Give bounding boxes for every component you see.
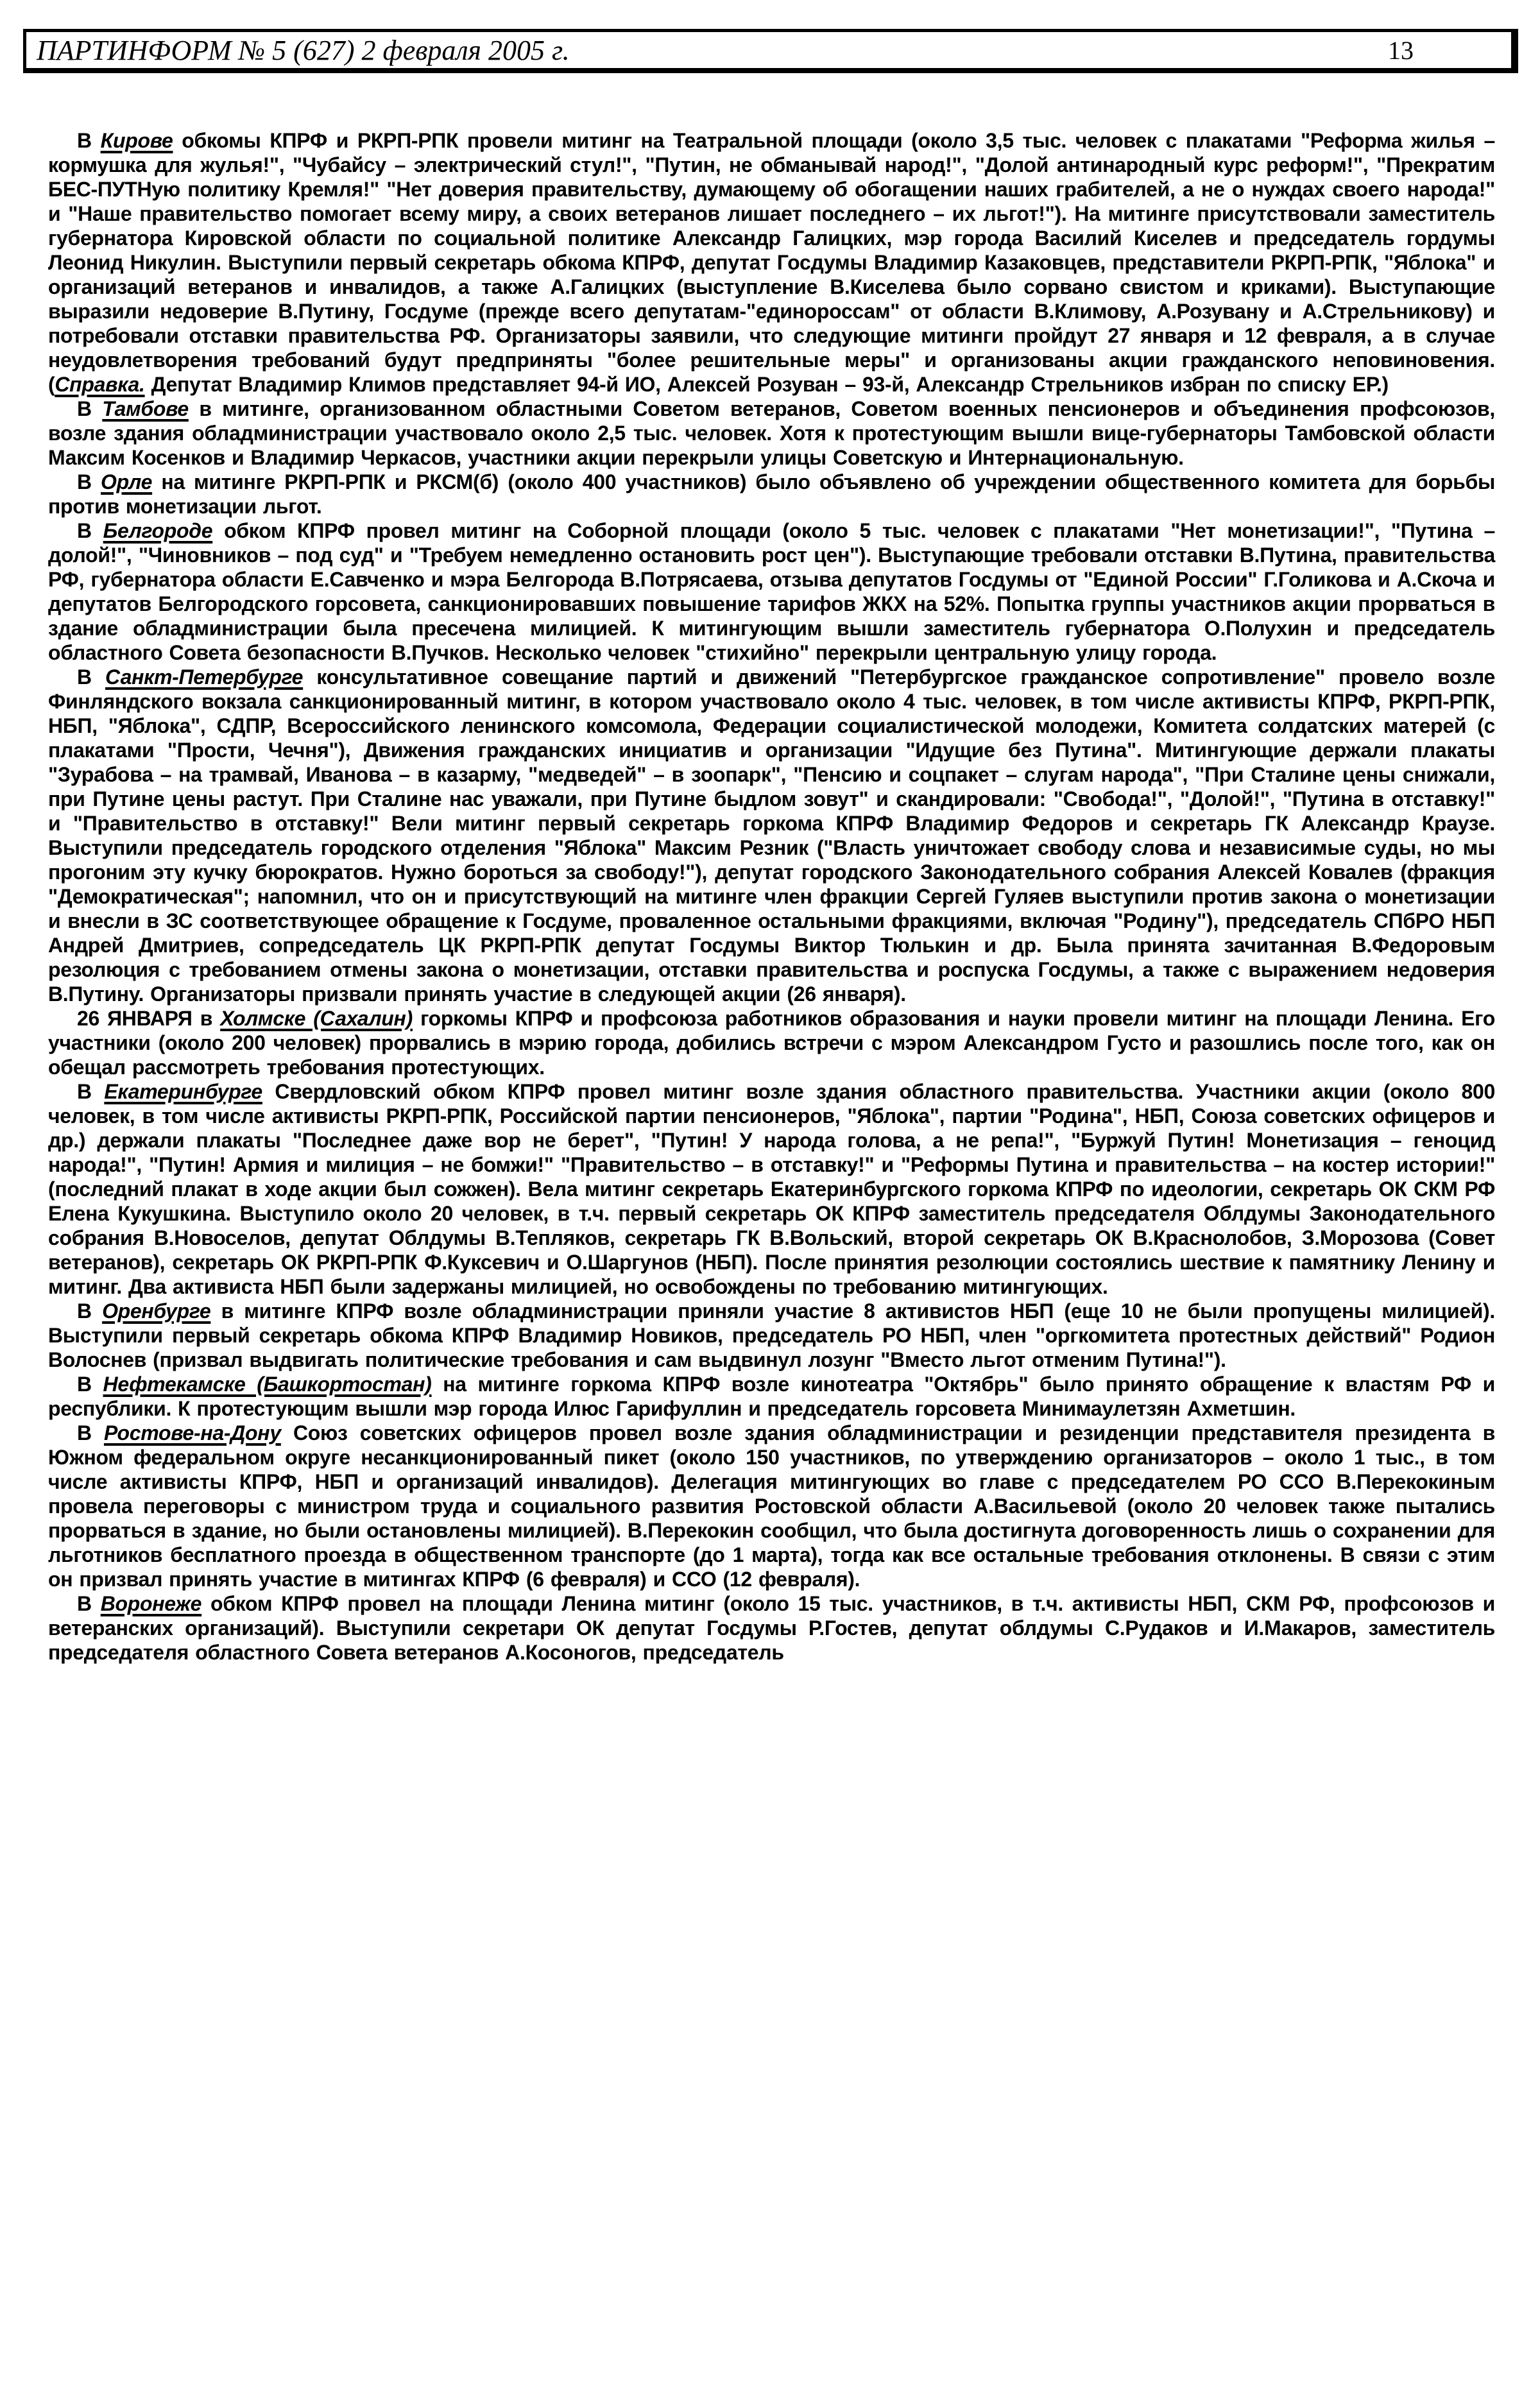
city-name: Ростове-на-Дону xyxy=(103,1421,281,1444)
city-name: Тамбове xyxy=(102,397,189,420)
paragraph xyxy=(48,1299,1495,1372)
spravka-label: Справка. xyxy=(55,373,145,396)
paragraph-text: обкомы КПРФ и РКРП-РПК провели митинг на Театральной площади (около 3,5 тыс. человек с плакатами "Реформа жилья – кормушка для жулья!", "Чубайсу – электрический стул!", "Путин, не обманывай народ!", "Долой антинародный курс реформ!", "Прекратим БЕС-ПУТНую политику Кремля!" "Нет доверия правительству, думающему об обогащении наших грабителей, а не о нуждах своего народа!" и "Наше правительство помогает всему миру, а своих ветеранов лишает последнего – их льгот!"). На митинге присутствовали заместитель губернатора Кировской области по социальной политике Александр Галицких, мэр города Василий Киселев и председатель гордумы Леонид Никулин. Выступили первый секретарь обкома КПРФ, депутат Госдумы Владимир Казаковцев, представители РКРП-РПК, "Яблока" и организаций ветеранов и инвалидов, а также А.Галицких (выступление В.Киселева было сорвано свистом и криками). Выступающие выразили недоверие В.Путину, Госдуме (прежде всего депутатам-"единороссам" от области В.Климову, А.Розувану и А.Стрельникову) и потребовали отставки правительства РФ. Организаторы заявили, что следующие митинги пройдут 27 января и 12 февраля, а в случае неудовлетворения требований будут предприняты "более решительные меры" и организованы акции гражданского неповиновения. ( xyxy=(48,129,1495,396)
paragraph-lead: В xyxy=(77,129,92,152)
header-bar xyxy=(23,29,1518,73)
paragraph xyxy=(48,1591,1495,1665)
city-name: Кирове xyxy=(100,129,173,152)
paragraph-lead: В xyxy=(77,665,92,689)
paragraph-lead: В xyxy=(77,1299,92,1323)
paragraph xyxy=(48,397,1495,470)
city-name: Санкт-Петербурге xyxy=(105,665,304,689)
paragraph xyxy=(48,470,1495,518)
newsletter-title: ПАРТИНФОРМ № 5 (627) 2 февраля 2005 г. xyxy=(37,34,570,66)
paragraph-text: в митинге КПРФ возле обладминистрации приняли участие 8 активистов НБП (еще 10 не были пропущены милицией). Выступили первый секретарь обкома КПРФ Владимир Новиков, председатель РО НБП, член "оргкомитета протестных действий" Родион Волоснев (призвал выдвигать политические требования и сам выдвинул лозунг "Вместо льгот отменим Путина!"). xyxy=(48,1299,1496,1371)
paragraph-text: Свердловский обком КПРФ провел митинг возле здания областного правительства. Участники акции (около 800 человек, в том числе активисты РКРП-РПК, Российской партии пенсионеров, "Яблока", партии "Родина", НБП, Союза советских офицеров и др.) держали плакаты "Последнее даже вор не берет", "Путин! У народа голова, а не репа!", "Буржуй Путин! Монетизация – геноцид народа!", "Путин! Армия и милиция – не бомжи!" "Правительство – в отставку!" и "Реформы Путина и правительства – на костер истории!" (последний плакат в ходе акции был сожжен). Вела митинг секретарь Екатеринбургского горкома КПРФ по идеологии, секретарь ОК СКМ РФ Елена Кукушкина. Выступило около 20 человек, в т.ч. первый секретарь ОК КПРФ заместитель председателя Облдумы Законодательного собрания В.Новоселов, депутат Облдумы В.Тепляков, секретарь ГК В.Вольский, второй секретарь ОК В.Краснолобов, З.Морозова (Совет ветеранов), секретарь ОК РКРП-РПК Ф.Куксевич и О.Шаргунов (НБП). После принятия резолюции состоялись шествие к памятнику Ленину и митинг. Два активиста НБП были задержаны милицией, но освобождены по требованию митингующих. xyxy=(48,1080,1495,1298)
paragraph xyxy=(48,1006,1495,1079)
city-name: Орле xyxy=(101,470,153,493)
paragraph-text: Депутат Владимир Климов представляет 94-й ИО, Алексей Розуван – 93-й, Александр Стрельников избран по списку ЕР.) xyxy=(144,373,1389,396)
paragraph-text: на митинге горкома КПРФ возле кинотеатра "Октябрь" было принято обращение к властям РФ и республики. К протестующим вышли мэр города Илюс Гарифуллин и председатель горсовета Минимаулетзян Ахметшин. xyxy=(48,1373,1496,1420)
paragraph-lead: В xyxy=(77,397,92,420)
paragraph-lead: В xyxy=(77,1373,92,1396)
paragraph xyxy=(48,665,1495,1006)
paragraph-text: обком КПРФ провел на площади Ленина митинг (около 15 тыс. участников, в т.ч. активисты НБП, СКМ РФ, профсоюзов и ветеранских организаций). Выступили секретари ОК депутат Госдумы Р.Гостев, депутат облдумы С.Рудаков и И.Макаров, заместитель председателя областного Совета ветеранов А.Косоногов, председатель xyxy=(48,1592,1496,1664)
paragraph xyxy=(48,128,1495,397)
city-name: Холмске (Сахалин) xyxy=(220,1007,413,1030)
article-body xyxy=(48,128,1495,1665)
paragraph xyxy=(48,518,1495,665)
paragraph-lead: В xyxy=(77,519,92,542)
paragraph-text: обком КПРФ провел митинг на Соборной площади (около 5 тыс. человек с плакатами "Нет монетизации!", "Путина – долой!", "Чиновников – под суд" и "Требуем немедленно остановить рост цен"). Выступающие требовали отставки В.Путина, правительства РФ, губернатора области Е.Савченко и мэра Белгорода В.Потрясаева, отзыва депутатов Госдумы от "Единой России" Г.Голикова и А.Скоча и депутатов Белгородского горсовета, санкционировавших повышение тарифов ЖКХ на 52%. Попытка группы участников акции прорваться в здание обладминистрации была пресечена милицией. К митингующим вышли заместитель губернатора О.Полухин и председатель областного Совета безопасности В.Пучков. Несколько человек "стихийно" перекрыли центральную улицу города. xyxy=(48,519,1495,664)
city-name: Екатеринбурге xyxy=(104,1080,262,1103)
paragraph-text: на митинге РКРП-РПК и РКСМ(б) (около 400 участников) было объявлено об учреждении общественного комитета для борьбы против монетизации льгот. xyxy=(48,470,1496,518)
paragraph-lead: В xyxy=(77,470,92,493)
paragraph-text: Союз советских офицеров провел возле здания обладминистрации и резиденции представителя президента в Южном федеральном округе несанкционированный пикет (около 150 участников, по утверждению организаторов – около 1 тыс., в том числе активисты КПРФ, НБП и организаций инвалидов). Делегация митингующих во главе с председателем РО ССО В.Перекокиным провела переговоры с министром труда и социального развития Ростовской области А.Васильевой (около 20 человек также пытались прорваться в здание, но были остановлены милицией). В.Перекокин сообщил, что была достигнута договоренность лишь о сохранении для льготников бесплатного проезда в общественном транспорте (до 1 марта), тогда как все остальные требования отклонены. В связи с этим он призвал принять участие в митингах КПРФ (6 февраля) и ССО (12 февраля). xyxy=(48,1421,1496,1591)
page-number: 13 xyxy=(1388,35,1414,65)
paragraph-lead: В xyxy=(77,1080,92,1103)
paragraph-text: горкомы КПРФ и профсоюза работников образования и науки провели митинг на площади Ленина. Его участники (около 200 человек) прорвались в мэрию города, добились встречи с мэром Александром Густо и разошлись после того, как он обещал рассмотреть требования протестующих. xyxy=(48,1007,1496,1079)
paragraph-text: консультативное совещание партий и движений "Петербургское гражданское сопротивление" провело возле Финляндского вокзала санкционированный митинг, в котором участвовало около 4 тыс. человек, в том числе активисты КПРФ, РКРП-РПК, НБП, "Яблока", СДПР, Всероссийского ленинского комсомола, Федерации социалистической молодежи, Комитета солдатских матерей (с плакатами "Прости, Чечня"), Движения гражданских инициатив и организации "Идущие без Путина". Митингующие держали плакаты "Зурабова – на трамвай, Иванова – в казарму, "медведей" – в зоопарк", "Пенсию и соцпакет – слугам народа", "При Сталине цены снижали, при Путине цены растут. При Сталине нас уважали, при Путине быдлом зовут" и скандировали: "Свобода!", "Долой!", "Путина в отставку!" и "Правительство в отставку!" Вели митинг первый секретарь горкома КПРФ Владимир Федоров и секретарь ГК Александр Краузе. Выступили председатель городского отделения "Яблока" Максим Резник ("Власть уничтожает свободу слова и независимые суды, но мы прогоним эту кучку бюрократов. Нужно бороться за свободу!"), депутат городского Законодательного собрания Алексей Ковалев (фракция "Демократическая"; напомнил, что он и присутствующий на митинге член фракции Сергей Гуляев выступили против закона о монетизации и внесли в ЗС соответствующее обращение к Госдуме, проваленное остальными фракциями, включая "Родину"), председатель СПбРО НБП Андрей Дмитриев, сопредседатель ЦК РКРП-РПК депутат Госдумы Виктор Тюлькин и др. Была принята зачитанная В.Федоровым резолюция с требованием отмены закона о монетизации, отставки правительства и роспуска Госдумы, а также с выражением недоверия В.Путину. Организаторы призвали принять участие в следующей акции (26 января). xyxy=(48,665,1496,1006)
city-name: Белгороде xyxy=(103,519,213,542)
city-name: Нефтекамске (Башкортостан) xyxy=(103,1373,432,1396)
paragraph-lead: В xyxy=(77,1592,92,1615)
city-name: Оренбурге xyxy=(102,1299,211,1323)
paragraph-text: в митинге, организованном областными Советом ветеранов, Советом военных пенсионеров и объединения профсоюзов, возле здания обладминистрации участвовало около 2,5 тыс. человек. Хотя к протестующим вышли вице-губернаторы Тамбовской области Максим Косенков и Владимир Черкасов, участники акции перекрыли улицы Советскую и Интернациональную. xyxy=(48,397,1496,469)
paragraph xyxy=(48,1079,1495,1299)
paragraph xyxy=(48,1372,1495,1421)
city-name: Воронеже xyxy=(100,1592,202,1615)
paragraph xyxy=(48,1421,1495,1591)
paragraph-lead: 26 ЯНВАРЯ в xyxy=(77,1007,213,1030)
paragraph-lead: В xyxy=(77,1421,92,1444)
